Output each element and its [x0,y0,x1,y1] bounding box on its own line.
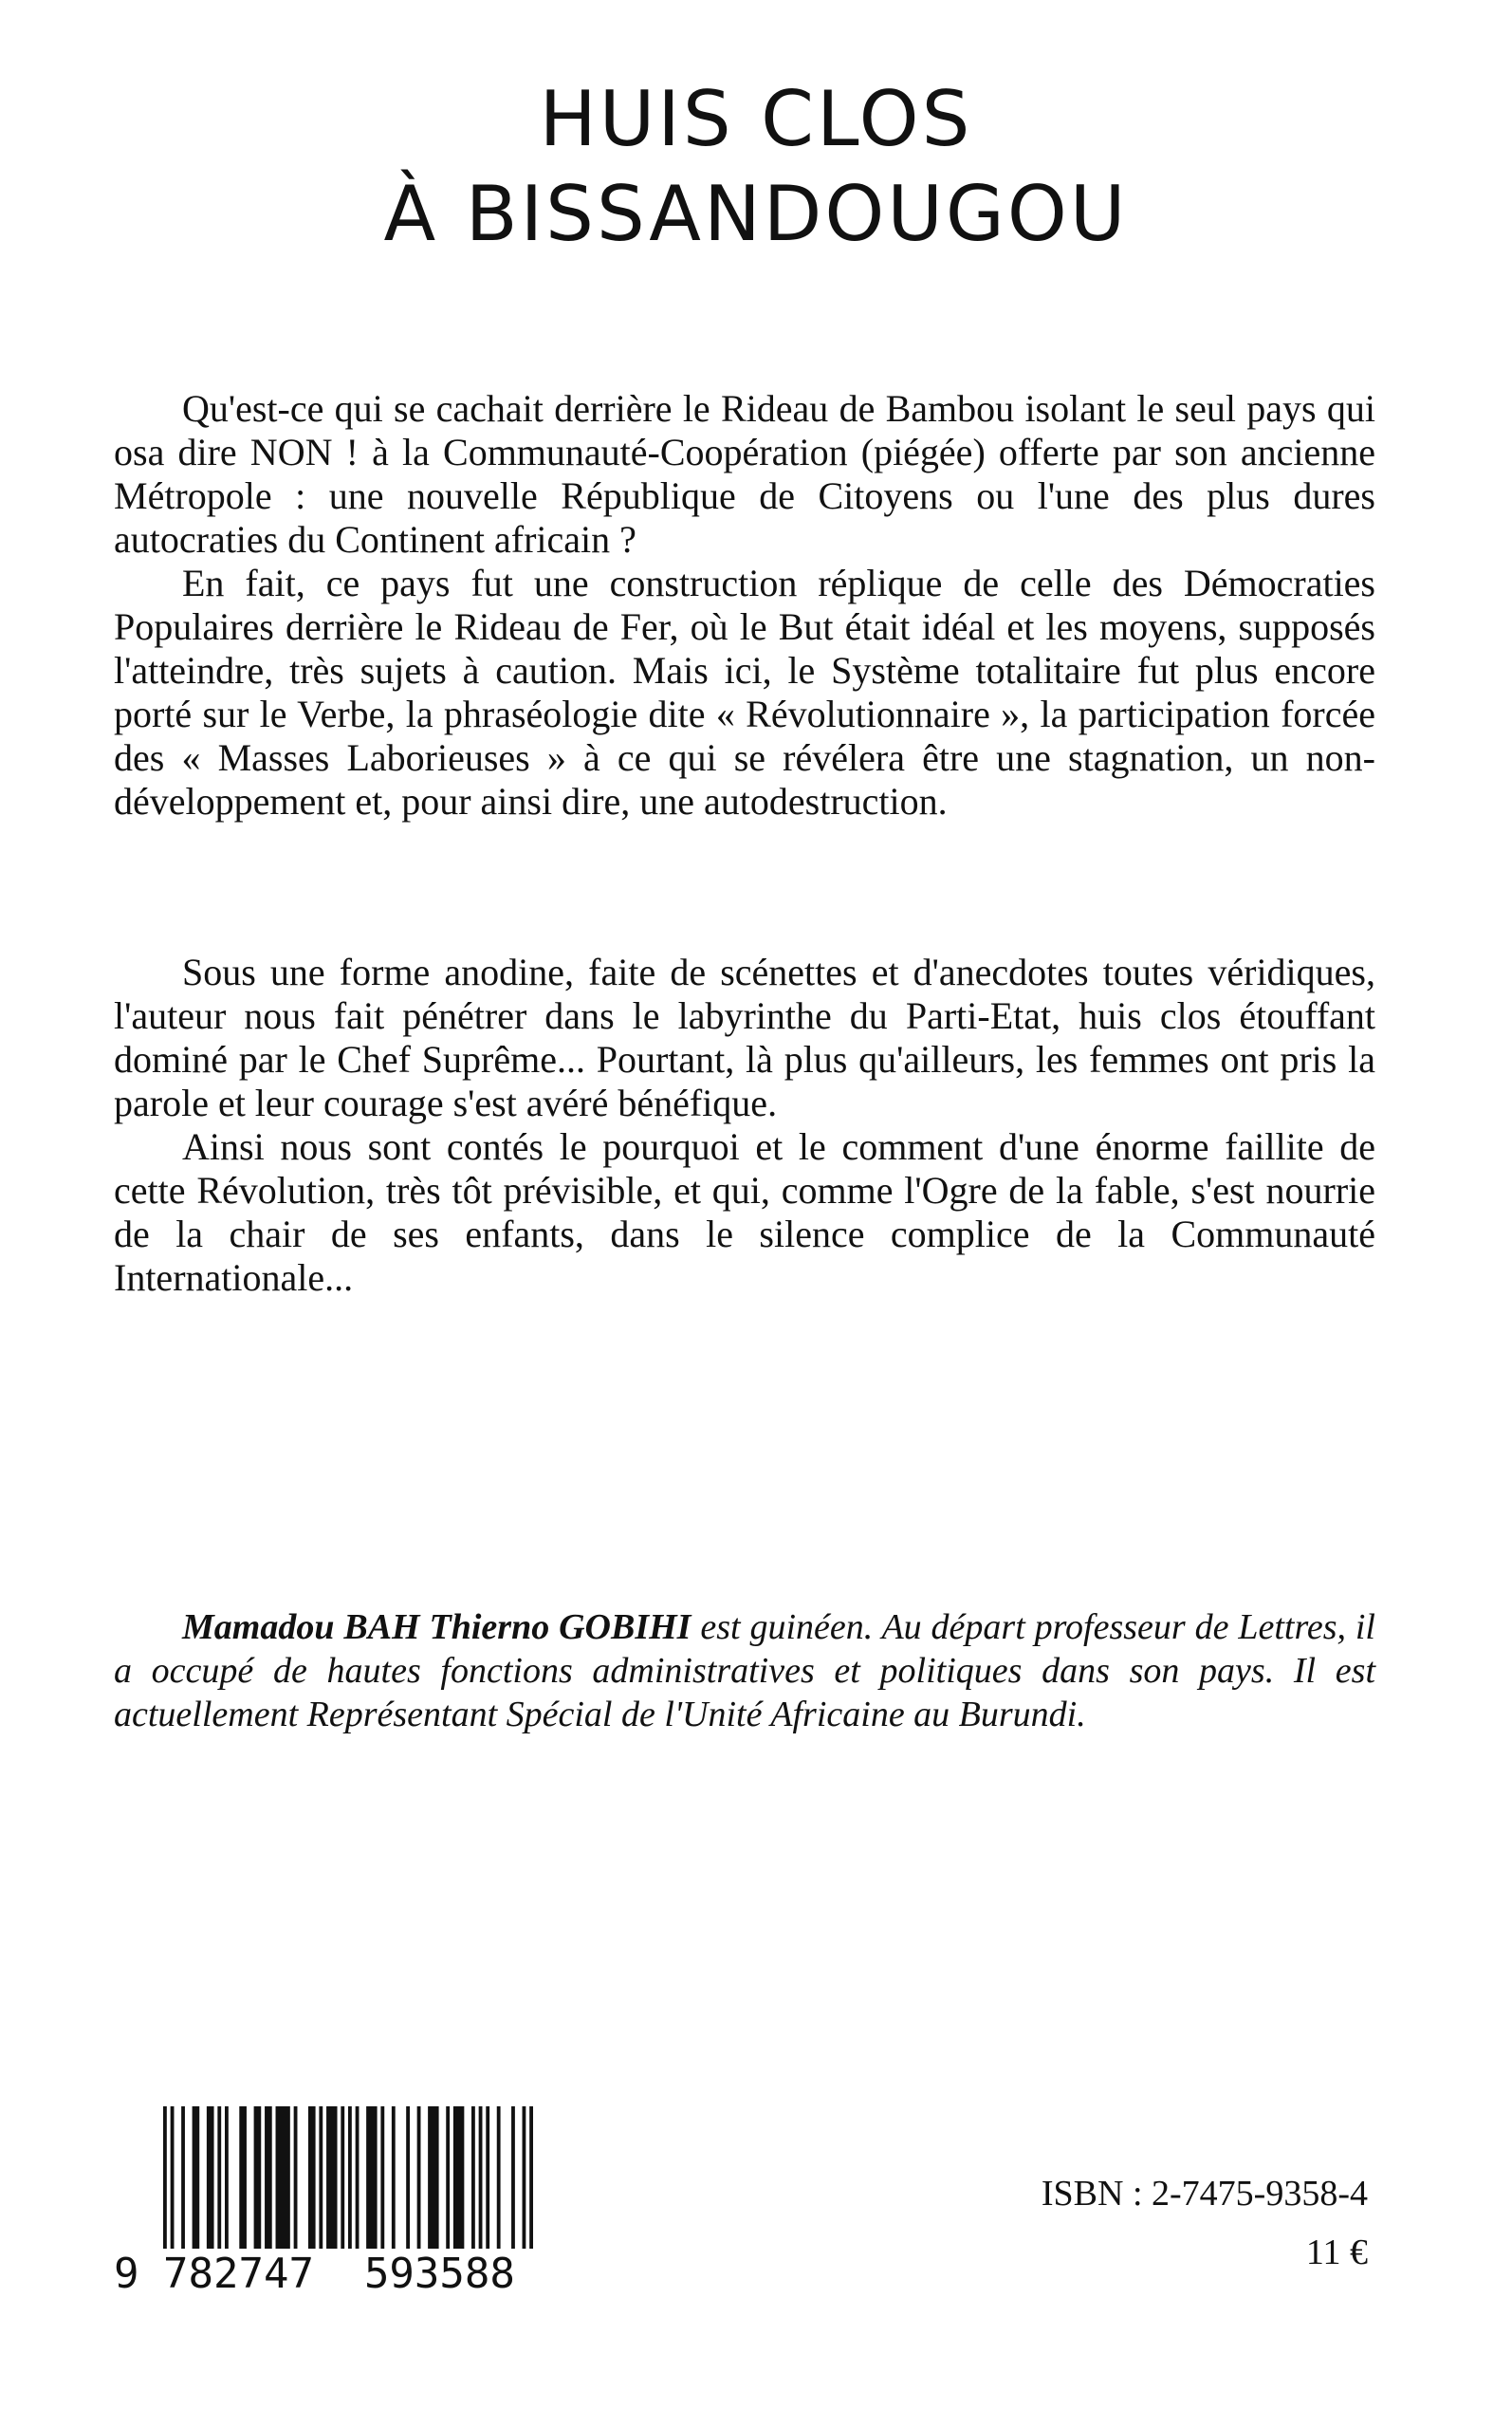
barcode-bar [181,2106,185,2249]
barcode-bar [265,2106,272,2249]
barcode-bar [392,2106,396,2249]
barcode-bar [193,2106,200,2249]
isbn: ISBN : 2-7475-9358-4 [1041,2174,1368,2214]
barcode-bar [326,2106,337,2249]
author-bio-text: est guinéen. Au départ professeur de Lettres, il a occupé de hautes fonctions administratives et politiques dans son pays. Il est actuellement Représentant Spécial de l'Unité Africaine au Burundi. [114,1607,1375,1734]
barcode-bar [523,2106,526,2249]
blurb-paragraph-2: En fait, ce pays fut une construction réplique de celle des Démocraties Populaires derrière le Rideau de Fer, où le But était idéal et les moyens, supposés l'atteindre, très sujets à caution. Mais ici, le Système totalitaire fut plus encore porté sur le Verbe, la phraséologie dite « Révolutionnaire », la participation forcée des « Masses Laborieuses » à ce qui se révélera être une stagnation, un non-développement et, pour ainsi dire, une autodestruction. [114,562,1375,823]
barcode-bar [171,2106,175,2249]
barcode-first-digit: 9 [114,2250,139,2298]
barcode-group-left: 782747 [163,2250,314,2298]
barcode [114,2099,541,2298]
barcode-bar [511,2106,515,2249]
barcode-bar [225,2106,229,2249]
barcode-bar [486,2106,489,2249]
barcode-number [114,2251,541,2298]
author-name: Mamadou BAH Thierno GOBIHI [182,1607,691,1647]
barcode-bar [356,2106,360,2249]
barcode-bar [417,2106,421,2249]
blurb-paragraph-1: Qu'est-ce qui se cachait derrière le Rideau de Bambou isolant le seul pays qui osa dire NON ! à la Communauté-Coopération (piégée) offerte par son ancienne Métropole : une nouvelle République de Citoyens ou l'une des plus dures autocraties du Continent africain ? [114,387,1375,561]
barcode-bar [308,2106,316,2249]
barcode-bar [497,2106,501,2249]
barcode-bar [294,2106,298,2249]
barcode-bar [428,2106,438,2249]
book-title-line-1: HUIS CLOS [539,75,973,163]
barcode-bar [453,2106,464,2249]
barcode-bar [254,2106,262,2249]
barcode-bars [163,2106,533,2249]
barcode-bar [406,2106,410,2249]
barcode-bar [319,2106,323,2249]
blurb-paragraph-3: Sous une forme anodine, faite de scénettes et d'anecdotes toutes véridiques, l'auteur nous fait pénétrer dans le labyrinthe du Parti-Etat, huis clos étouffant dominé par le Chef Suprême... Pourtant, là plus qu'ailleurs, les femmes ont pris la parole et leur courage s'est avéré bénéfique. [114,951,1375,1124]
barcode-bar [446,2106,450,2249]
barcode-bar [163,2106,167,2249]
barcode-bar [529,2106,533,2249]
blurb-paragraph-4: Ainsi nous sont contés le pourquoi et le comment d'une énorme faillite de cette Révolution, très tôt prévisible, et qui, comme l'Ogre de la fable, s'est nourrie de la chair de ses enfants, dans le silence complice de la Communauté Internationale... [114,1125,1375,1299]
barcode-bar [479,2106,483,2249]
price: 11 € [1305,2233,1368,2272]
barcode-bar [207,2106,214,2249]
barcode-bar [366,2106,377,2249]
barcode-group-right: 593588 [363,2250,515,2298]
barcode-bar [217,2106,221,2249]
barcode-bar [380,2106,384,2249]
blurb-section-2 [114,951,1375,1300]
barcode-bar [341,2106,344,2249]
barcode-bar [276,2106,290,2249]
book-title-line-2: À BISSANDOUGOU [383,170,1129,258]
barcode-bar [471,2106,475,2249]
barcode-bar [348,2106,352,2249]
author-bio [114,1605,1375,1736]
barcode-bar [239,2106,247,2249]
blurb-section-1 [114,387,1375,824]
